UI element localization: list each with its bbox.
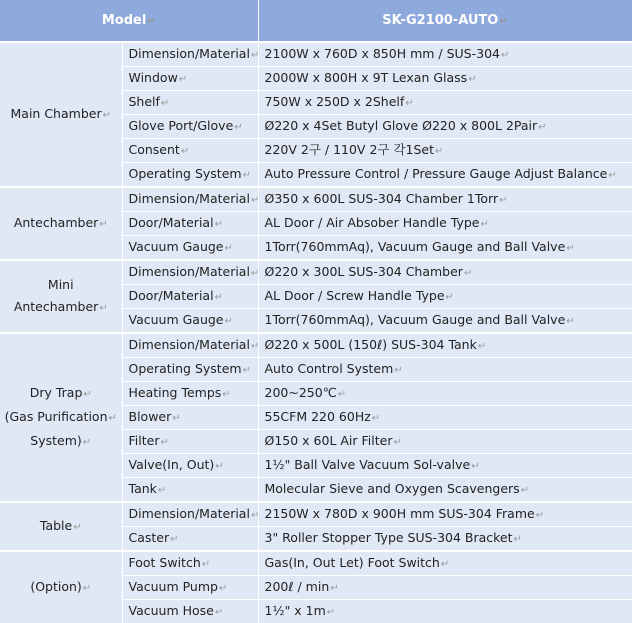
return-mark-icon: ↵ — [161, 98, 169, 109]
spec-item-label: Operating System↵ — [122, 358, 258, 382]
spec-item-label: Door/Material↵ — [122, 212, 258, 236]
return-mark-icon: ↵ — [481, 219, 489, 230]
return-mark-icon: ↵ — [330, 583, 338, 594]
return-mark-icon: ↵ — [219, 583, 227, 594]
spec-item-label: Door/Material↵ — [122, 285, 258, 309]
spec-item-label: Tank↵ — [122, 478, 258, 503]
spec-item-label: Vacuum Hose↵ — [122, 600, 258, 623]
spec-item-label: Dimension/Material↵ — [122, 42, 258, 67]
spec-item-label: Vacuum Pump↵ — [122, 576, 258, 600]
spec-item-label: Glove Port/Glove↵ — [122, 115, 258, 139]
spec-body — [0, 42, 632, 623]
group-label-line: System) — [30, 433, 82, 448]
header-model: Model↵ — [0, 0, 258, 42]
group-label-line: (Gas Purification — [5, 409, 108, 424]
spec-item-value: 1Torr(760mmAq), Vacuum Gauge and Ball Valve↵ — [258, 309, 632, 334]
spec-item-value: 200~250℃↵ — [258, 382, 632, 406]
return-mark-icon: ↵ — [234, 122, 242, 133]
return-mark-icon: ↵ — [471, 461, 479, 472]
return-mark-icon: ↵ — [394, 365, 402, 376]
return-mark-icon: ↵ — [181, 146, 189, 157]
return-mark-icon: ↵ — [215, 292, 223, 303]
spec-item-value: AL Door / Screw Handle Type↵ — [258, 285, 632, 309]
spec-item-label: Shelf↵ — [122, 91, 258, 115]
return-mark-icon: ↵ — [393, 437, 401, 448]
spec-item-value: 2150W x 780D x 900H mm SUS-304 Frame↵ — [258, 502, 632, 527]
return-mark-icon: ↵ — [83, 437, 91, 448]
spec-item-value: Auto Control System↵ — [258, 358, 632, 382]
spec-item-value: 3" Roller Stopper Type SUS-304 Bracket↵ — [258, 527, 632, 552]
return-mark-icon: ↵ — [464, 268, 472, 279]
return-mark-icon: ↵ — [109, 413, 117, 424]
table-row — [0, 260, 632, 285]
return-mark-icon: ↵ — [215, 607, 223, 618]
return-mark-icon: ↵ — [83, 389, 91, 400]
spec-item-label: Blower↵ — [122, 406, 258, 430]
spec-item-value: 1½" Ball Valve Vacuum Sol-valve↵ — [258, 454, 632, 478]
return-mark-icon: ↵ — [222, 389, 230, 400]
spec-item-value: 55CFM 220 60Hz↵ — [258, 406, 632, 430]
return-mark-icon: ↵ — [251, 268, 259, 279]
spec-item-value: Ø150 x 60L Air Filter↵ — [258, 430, 632, 454]
group-label — [0, 551, 122, 623]
return-mark-icon: ↵ — [327, 607, 335, 618]
spec-item-label: Filter↵ — [122, 430, 258, 454]
spec-item-value: Ø350 x 600L SUS-304 Chamber 1Torr↵ — [258, 187, 632, 212]
return-mark-icon: ↵ — [608, 170, 616, 181]
table-row — [0, 333, 632, 358]
spec-item-value: Ø220 x 500L (150ℓ) SUS-304 Tank↵ — [258, 333, 632, 358]
spec-item-value: 2100W x 760D x 850H mm / SUS-304↵ — [258, 42, 632, 67]
return-mark-icon: ↵ — [251, 195, 259, 206]
group-label — [0, 260, 122, 333]
return-mark-icon: ↵ — [172, 413, 180, 424]
spec-item-value: Gas(In, Out Let) Foot Switch↵ — [258, 551, 632, 576]
spec-item-value: Molecular Sieve and Oxygen Scavengers↵ — [258, 478, 632, 503]
return-mark-icon: ↵ — [251, 50, 259, 61]
return-mark-icon: ↵ — [501, 50, 509, 61]
table-row — [0, 42, 632, 67]
spec-item-value: Ø220 x 300L SUS-304 Chamber↵ — [258, 260, 632, 285]
return-mark-icon: ↵ — [243, 365, 251, 376]
return-mark-icon: ↵ — [147, 16, 155, 27]
return-mark-icon: ↵ — [521, 485, 529, 496]
return-mark-icon: ↵ — [372, 413, 380, 424]
spec-item-value: 1½" x 1m↵ — [258, 600, 632, 623]
group-label-line: Dry Trap — [30, 385, 83, 400]
return-mark-icon: ↵ — [514, 534, 522, 545]
return-mark-icon: ↵ — [499, 16, 507, 27]
return-mark-icon: ↵ — [446, 292, 454, 303]
group-label-text: Table — [40, 518, 72, 533]
table-row — [0, 502, 632, 527]
spec-item-label: Dimension/Material↵ — [122, 187, 258, 212]
return-mark-icon: ↵ — [202, 559, 210, 570]
spec-item-label: Dimension/Material↵ — [122, 260, 258, 285]
return-mark-icon: ↵ — [435, 146, 443, 157]
spec-item-value: 750W x 250D x 2Shelf↵ — [258, 91, 632, 115]
table-row — [0, 551, 632, 576]
return-mark-icon: ↵ — [158, 485, 166, 496]
return-mark-icon: ↵ — [170, 534, 178, 545]
spec-item-label: Foot Switch↵ — [122, 551, 258, 576]
spec-item-label: Operating System↵ — [122, 163, 258, 188]
spec-item-value: 1Torr(760mmAq), Vacuum Gauge and Ball Valve↵ — [258, 236, 632, 261]
group-label-text: Antechamber — [14, 215, 98, 230]
spec-item-value: 200ℓ / min↵ — [258, 576, 632, 600]
group-label — [0, 502, 122, 551]
return-mark-icon: ↵ — [225, 243, 233, 254]
spec-item-label: Dimension/Material↵ — [122, 502, 258, 527]
header-row — [0, 0, 632, 42]
return-mark-icon: ↵ — [441, 559, 449, 570]
spec-item-label: Dimension/Material↵ — [122, 333, 258, 358]
group-label-text: Mini Antechamber — [14, 277, 98, 314]
spec-item-label: Vacuum Gauge↵ — [122, 236, 258, 261]
spec-item-label: Valve(In, Out)↵ — [122, 454, 258, 478]
group-label — [0, 187, 122, 260]
return-mark-icon: ↵ — [103, 110, 111, 121]
return-mark-icon: ↵ — [225, 316, 233, 327]
spec-item-label: Consent↵ — [122, 139, 258, 163]
return-mark-icon: ↵ — [251, 510, 259, 521]
group-label-text: (Option) — [30, 579, 81, 594]
return-mark-icon: ↵ — [83, 583, 91, 594]
spec-item-value: 2000W x 800H x 9T Lexan Glass↵ — [258, 67, 632, 91]
spec-item-value: AL Door / Air Absober Handle Type↵ — [258, 212, 632, 236]
group-label-text: Main Chamber — [11, 106, 102, 121]
spec-item-label: Window↵ — [122, 67, 258, 91]
return-mark-icon: ↵ — [179, 74, 187, 85]
return-mark-icon: ↵ — [243, 170, 251, 181]
spec-item-label: Vacuum Gauge↵ — [122, 309, 258, 334]
header-model-name: SK-G2100-AUTO↵ — [258, 0, 632, 42]
group-label — [0, 333, 122, 502]
spec-item-label: Caster↵ — [122, 527, 258, 552]
return-mark-icon: ↵ — [536, 510, 544, 521]
return-mark-icon: ↵ — [99, 303, 107, 314]
return-mark-icon: ↵ — [215, 219, 223, 230]
spec-item-value: 220V 2구 / 110V 2구 각1Set↵ — [258, 139, 632, 163]
return-mark-icon: ↵ — [338, 389, 346, 400]
return-mark-icon: ↵ — [478, 341, 486, 352]
spec-item-value: Ø220 x 4Set Butyl Glove Ø220 x 800L 2Pair↵ — [258, 115, 632, 139]
return-mark-icon: ↵ — [566, 243, 574, 254]
group-label — [0, 42, 122, 187]
table-row — [0, 187, 632, 212]
return-mark-icon: ↵ — [99, 219, 107, 230]
spec-item-value: Auto Pressure Control / Pressure Gauge Adjust Balance↵ — [258, 163, 632, 188]
return-mark-icon: ↵ — [405, 98, 413, 109]
return-mark-icon: ↵ — [499, 195, 507, 206]
return-mark-icon: ↵ — [468, 74, 476, 85]
return-mark-icon: ↵ — [160, 437, 168, 448]
return-mark-icon: ↵ — [215, 461, 223, 472]
spec-item-label: Heating Temps↵ — [122, 382, 258, 406]
return-mark-icon: ↵ — [251, 341, 259, 352]
return-mark-icon: ↵ — [538, 122, 546, 133]
return-mark-icon: ↵ — [566, 316, 574, 327]
return-mark-icon: ↵ — [73, 522, 81, 533]
